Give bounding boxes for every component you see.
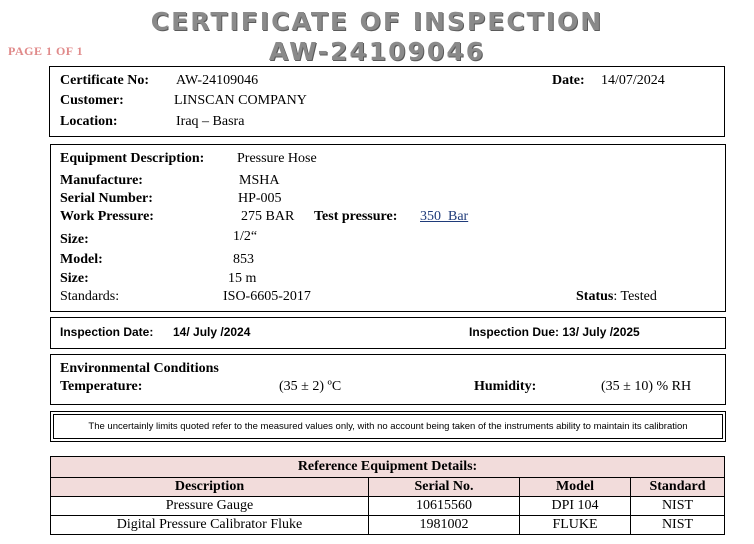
table-cell: NIST xyxy=(631,516,725,535)
table-cell: FLUKE xyxy=(520,516,631,535)
temperature-value: (35 ± 2) ºC xyxy=(279,379,342,394)
column-header: Serial No. xyxy=(369,478,520,497)
status-label: Status xyxy=(576,289,614,304)
date-label: Date: xyxy=(552,73,585,88)
model-label: Model: xyxy=(60,252,103,267)
table-cell: NIST xyxy=(631,497,725,516)
size-label: Size: xyxy=(60,232,89,247)
environment-heading: Environmental Conditions xyxy=(60,361,219,376)
size-value: 1/2“ xyxy=(233,229,258,244)
status-field xyxy=(576,289,657,305)
serial-number-value: HP-005 xyxy=(238,191,282,206)
table-row xyxy=(51,497,725,516)
environment-box xyxy=(50,354,726,405)
certificate-info-box xyxy=(49,66,725,137)
size-length-label: Size: xyxy=(60,271,89,286)
reference-heading: Reference Equipment Details: xyxy=(51,457,725,478)
equipment-info-box xyxy=(50,144,726,312)
location-value: Iraq – Basra xyxy=(176,114,245,129)
column-header: Description xyxy=(51,478,369,497)
table-heading-row xyxy=(51,457,725,478)
uncertainty-note: The uncertainly limits quoted refer to the measured values only, with no account being taken of the instruments ability to maintain its calibration xyxy=(88,421,688,432)
note-box-inner xyxy=(53,414,723,439)
table-header-row xyxy=(51,478,725,497)
column-header: Standard xyxy=(631,478,725,497)
customer-value: LINSCAN COMPANY xyxy=(174,93,307,108)
humidity-label: Humidity: xyxy=(474,379,537,394)
certificate-code-heading: AW-24109046 xyxy=(268,37,486,66)
date-value: 14/07/2024 xyxy=(601,73,665,88)
note-box-outer xyxy=(50,411,726,442)
table-cell: DPI 104 xyxy=(520,497,631,516)
certificate-no-label: Certificate No: xyxy=(60,73,150,88)
certificate-no-value: AW-24109046 xyxy=(176,73,259,88)
equipment-description-value: Pressure Hose xyxy=(237,151,317,166)
table-cell: 1981002 xyxy=(369,516,520,535)
inspection-due: Inspection Due: 13/ July /2025 xyxy=(469,325,640,339)
standards-label: Standards: xyxy=(60,289,120,304)
manufacture-value: MSHA xyxy=(239,173,280,188)
test-pressure-value: 350 Bar xyxy=(420,209,469,224)
table-cell: Digital Pressure Calibrator Fluke xyxy=(51,516,369,535)
model-value: 853 xyxy=(233,252,254,267)
location-label: Location: xyxy=(60,114,118,129)
column-header: Model xyxy=(520,478,631,497)
inspection-date-value: 14/ July /2024 xyxy=(173,325,251,339)
page-indicator: PAGE 1 OF 1 xyxy=(8,44,84,58)
humidity-value: (35 ± 10) % RH xyxy=(601,379,692,394)
table-cell: Pressure Gauge xyxy=(51,497,369,516)
table-cell: 10615560 xyxy=(369,497,520,516)
serial-number-label: Serial Number: xyxy=(60,191,153,206)
work-pressure-label: Work Pressure: xyxy=(60,209,154,224)
standards-value: ISO-6605-2017 xyxy=(223,289,311,304)
status-value: : Tested xyxy=(613,289,657,304)
work-pressure-value: 275 BAR xyxy=(241,209,295,224)
customer-label: Customer: xyxy=(60,93,124,108)
test-pressure-label: Test pressure: xyxy=(314,209,398,224)
equipment-description-label: Equipment Description: xyxy=(60,151,205,166)
table-row xyxy=(51,516,725,535)
size-length-value: 15 m xyxy=(228,271,257,286)
temperature-label: Temperature: xyxy=(60,379,143,394)
manufacture-label: Manufacture: xyxy=(60,173,143,188)
certificate-title: CERTIFICATE OF INSPECTION xyxy=(150,7,604,36)
reference-equipment-table xyxy=(50,456,725,535)
inspection-dates-box xyxy=(50,317,726,349)
inspection-date-label: Inspection Date: xyxy=(60,325,154,339)
